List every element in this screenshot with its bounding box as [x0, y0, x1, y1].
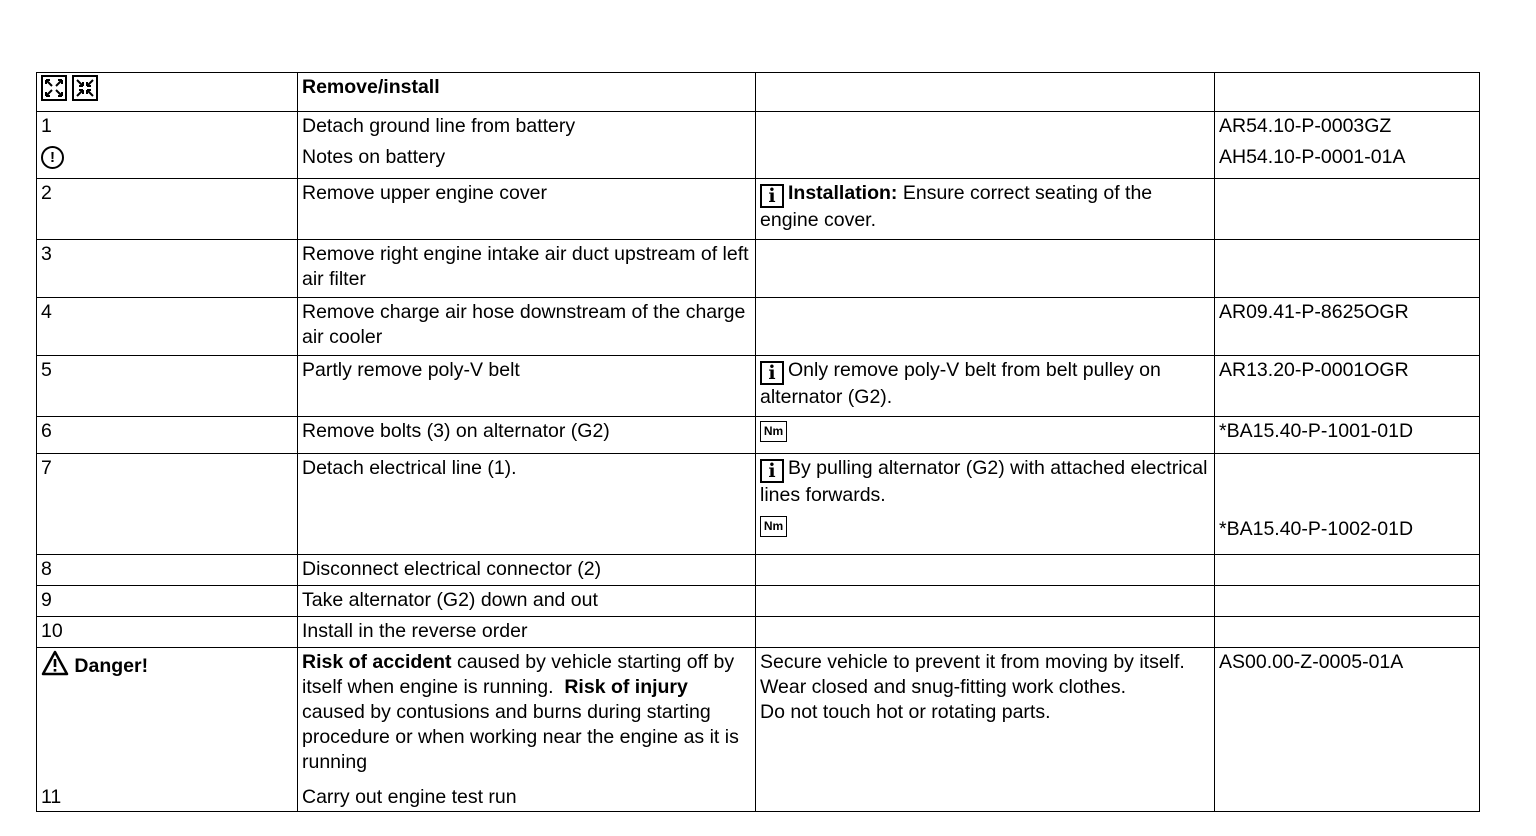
measure-text: Wear closed and snug-fitting work clothes. [760, 676, 1126, 698]
table-row [37, 240, 1480, 298]
table-row [37, 417, 1480, 454]
info-icon: i [760, 459, 784, 483]
table-row [37, 555, 1480, 586]
ref-cell [1215, 454, 1480, 555]
risk-text: caused by contusions and burns during starting procedure or when working near the engine as it is running [302, 701, 739, 773]
note-cell [756, 179, 1215, 240]
install-icon [72, 75, 98, 101]
warning-triangle-icon [41, 650, 69, 676]
action-text: Take alternator (G2) down and out [298, 586, 756, 617]
note-text: Ensure correct seating of the engine cover. [760, 182, 1153, 231]
measure-text: Secure vehicle to prevent it from moving by itself. [760, 651, 1185, 673]
risk-cell [298, 648, 756, 812]
action-text: Remove right engine intake air duct upstream of left air filter [298, 240, 756, 298]
note-text: By pulling alternator (G2) with attached electrical lines forwards. [760, 457, 1208, 506]
ref-link[interactable]: *BA15.40-P-1002-01D [1219, 518, 1414, 540]
header-title: Remove/install [298, 73, 756, 112]
measures-cell [756, 648, 1215, 812]
ref-cell [1215, 617, 1480, 648]
action-text: Detach electrical line (1). [298, 454, 756, 555]
note-text: Only remove poly-V belt from belt pulley on alternator (G2). [760, 359, 1161, 408]
danger-row [37, 648, 1480, 812]
danger-label: Danger! [74, 655, 149, 677]
ref-link[interactable]: AR13.20-P-0001OGR [1215, 356, 1480, 417]
info-icon: i [760, 184, 784, 208]
ref-link[interactable]: AS00.00-Z-0005-01A [1215, 648, 1480, 812]
action-text: Detach ground line from battery [302, 115, 576, 137]
note-cell [756, 617, 1215, 648]
step-number: 5 [37, 356, 298, 417]
step-number: 8 [37, 555, 298, 586]
note-cell [756, 356, 1215, 417]
risk-label: Risk of accident [302, 651, 452, 673]
action-text: Partly remove poly-V belt [298, 356, 756, 417]
notes-icon: ! [41, 146, 64, 169]
remove-icon [41, 75, 67, 101]
step-number: 11 [41, 786, 62, 808]
table-row [37, 454, 1480, 555]
table-row [37, 298, 1480, 356]
ref-cell [1215, 586, 1480, 617]
procedure-table [36, 72, 1480, 812]
note-cell [756, 586, 1215, 617]
note-cell [756, 240, 1215, 298]
note-cell [756, 417, 1215, 454]
action-text: Remove upper engine cover [298, 179, 756, 240]
table-row [37, 112, 1480, 179]
ref-cell [1215, 555, 1480, 586]
table-row [37, 179, 1480, 240]
header-icons-cell [37, 73, 298, 112]
note-label: Installation: [788, 182, 898, 204]
ref-link[interactable]: AH54.10-P-0001-01A [1219, 146, 1406, 168]
danger-cell [37, 648, 298, 812]
header-empty-cell [1215, 73, 1480, 112]
step-number: 7 [37, 454, 298, 555]
note-cell [756, 555, 1215, 586]
table-row [37, 356, 1480, 417]
note-cell [756, 454, 1215, 555]
ref-link[interactable]: AR54.10-P-0003GZ [1219, 115, 1392, 137]
risk-text: caused by vehicle starting off by itself when engine is running. [302, 651, 735, 698]
torque-icon[interactable]: Nm [760, 421, 787, 442]
step-number: 4 [37, 298, 298, 356]
note-cell [756, 298, 1215, 356]
ref-cell [1215, 179, 1480, 240]
action-text: Install in the reverse order [298, 617, 756, 648]
table-row [37, 617, 1480, 648]
step-number: 2 [37, 179, 298, 240]
action-text: Remove charge air hose downstream of the charge air cooler [298, 298, 756, 356]
risk-label: Risk of injury [564, 676, 688, 698]
ref-link[interactable]: AR09.41-P-8625OGR [1215, 298, 1480, 356]
step-number: 6 [37, 417, 298, 454]
action-text: Carry out engine test run [302, 786, 517, 808]
step-number: 1 [41, 115, 52, 137]
torque-icon[interactable]: Nm [760, 516, 787, 537]
step-cell [37, 112, 298, 179]
ref-cell [1215, 112, 1480, 179]
action-cell [298, 112, 756, 179]
info-icon: i [760, 361, 784, 385]
ref-cell [1215, 240, 1480, 298]
table-row [37, 586, 1480, 617]
ref-link[interactable]: *BA15.40-P-1001-01D [1215, 417, 1480, 454]
action-text: Remove bolts (3) on alternator (G2) [298, 417, 756, 454]
step-number: 10 [37, 617, 298, 648]
note-cell [756, 112, 1215, 179]
action-text: Notes on battery [302, 146, 446, 168]
header-empty-cell [756, 73, 1215, 112]
measure-text: Do not touch hot or rotating parts. [760, 701, 1051, 723]
step-number: 9 [37, 586, 298, 617]
action-text: Disconnect electrical connector (2) [298, 555, 756, 586]
step-number: 3 [37, 240, 298, 298]
table-header-row [37, 73, 1480, 112]
